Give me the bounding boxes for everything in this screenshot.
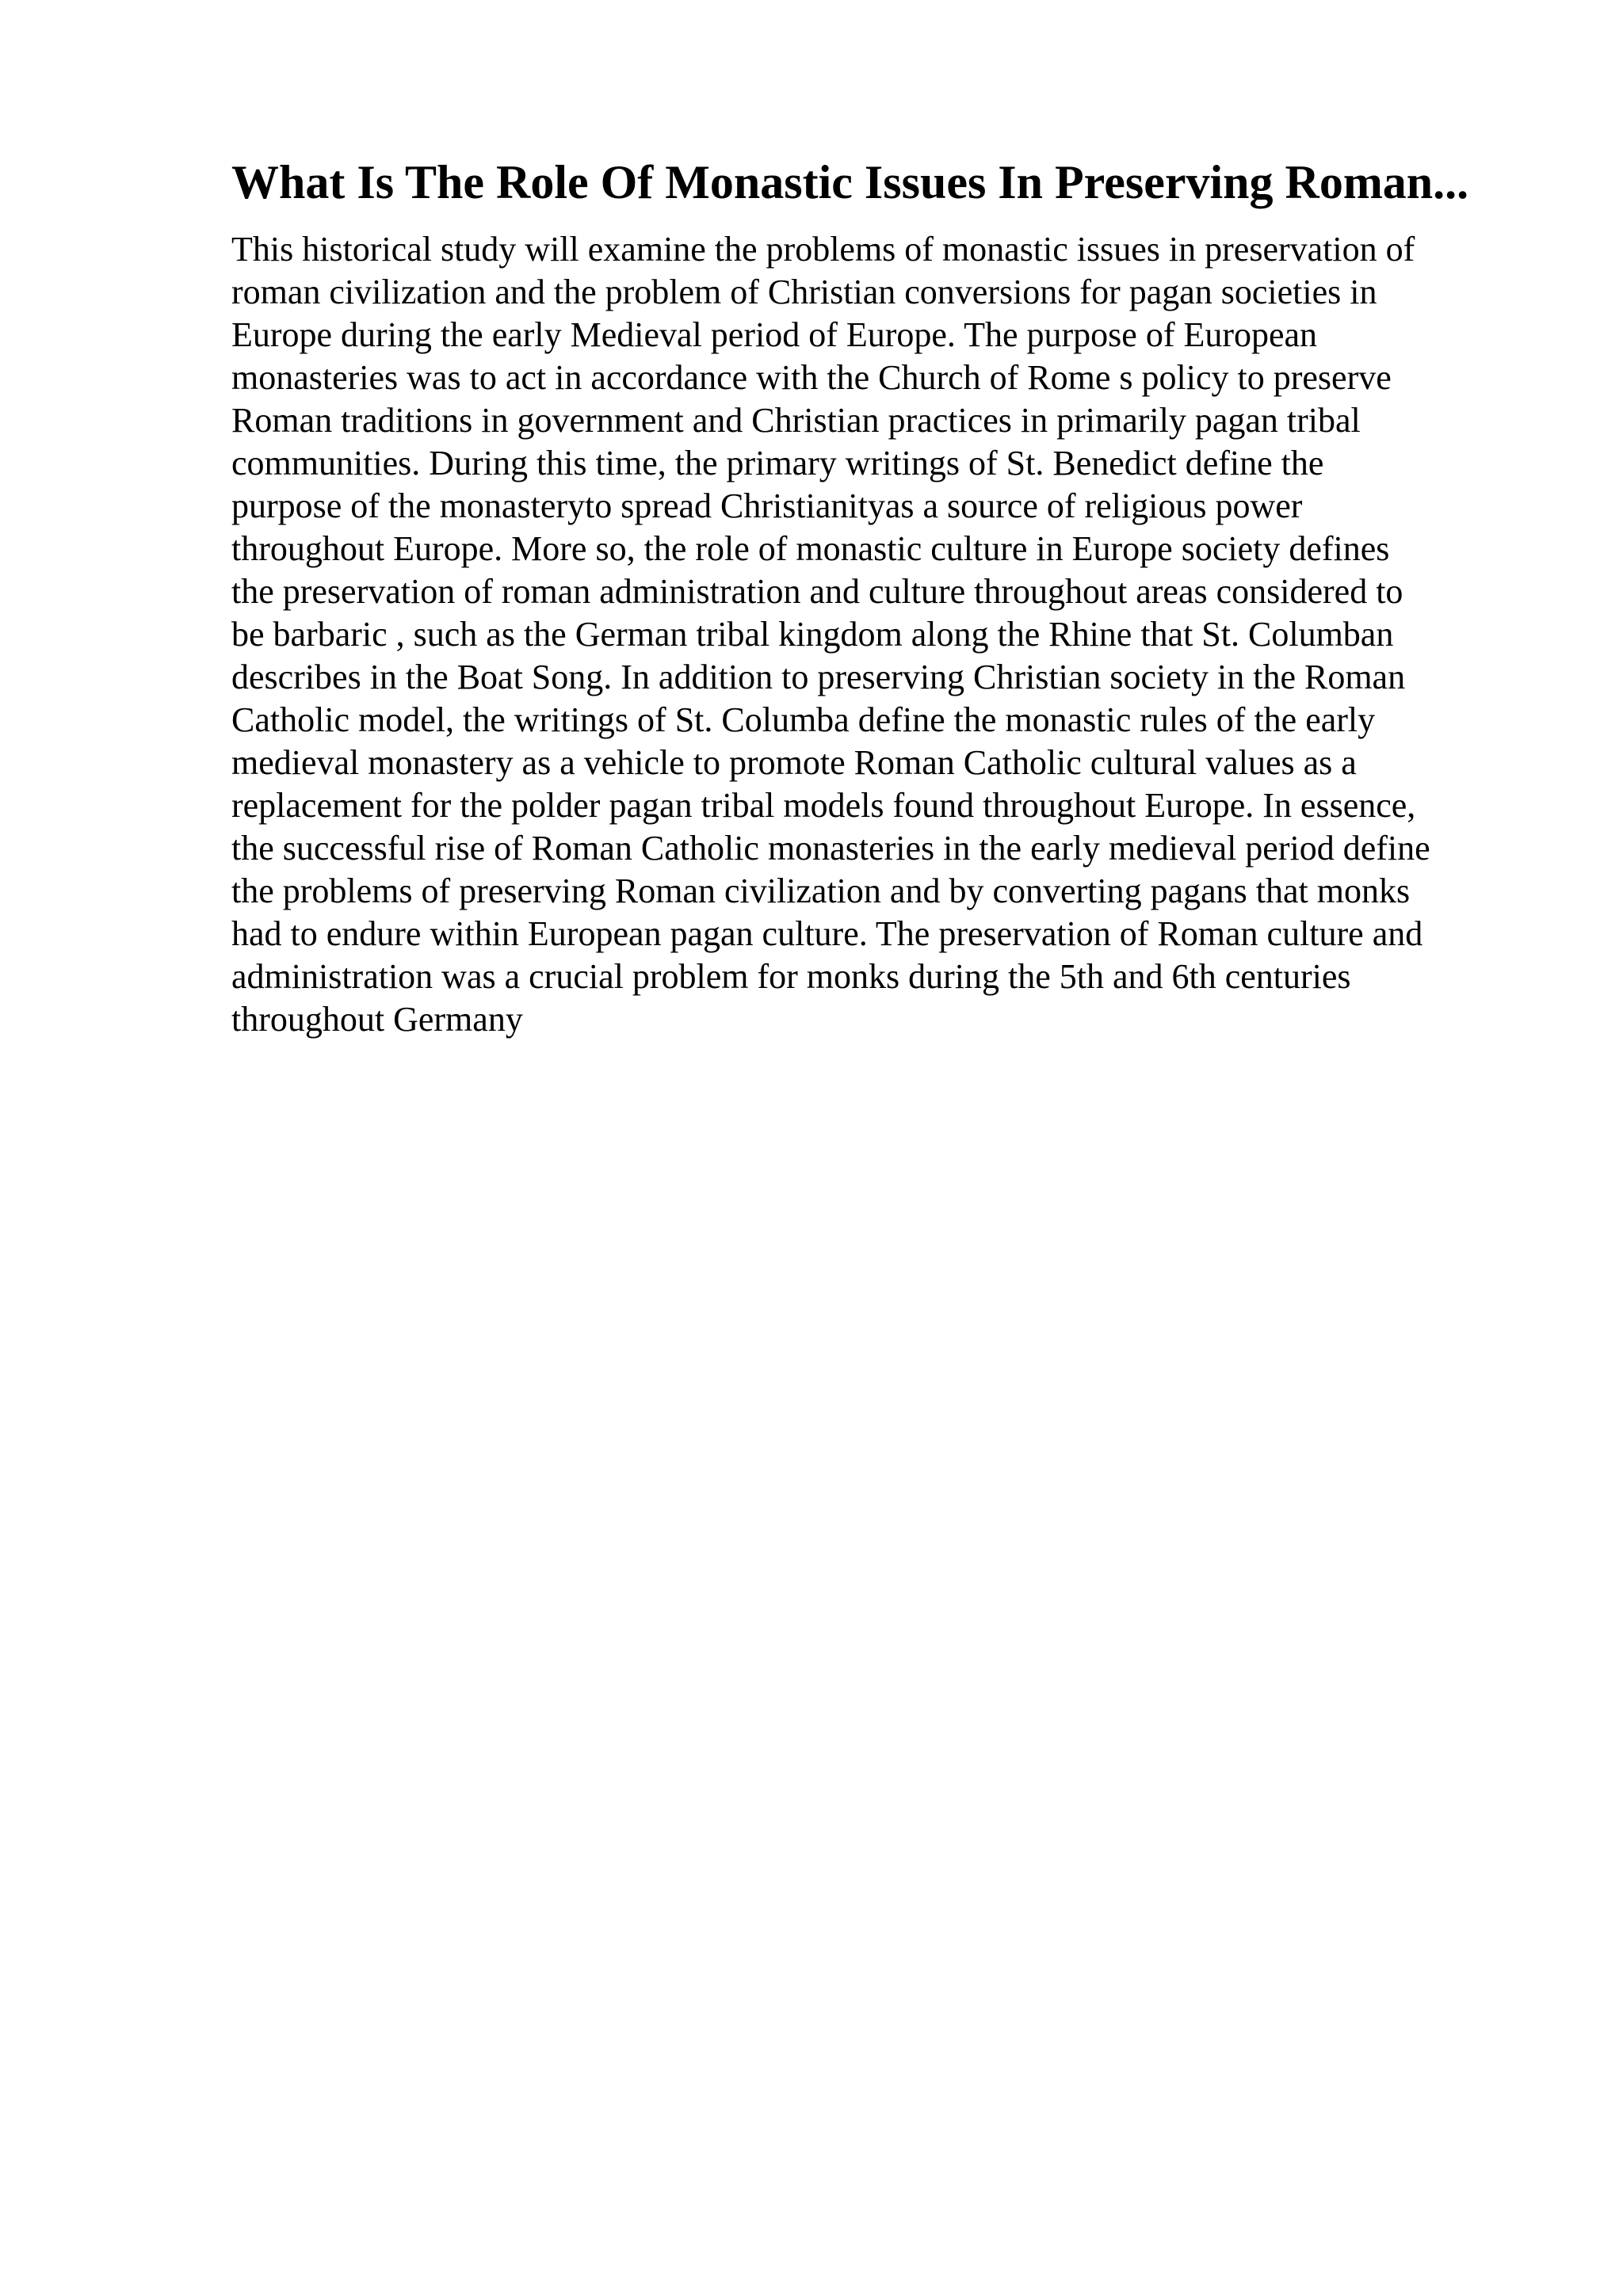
body-line: Roman traditions in government and Christian practices in primarily pagan tribal bbox=[231, 401, 1361, 440]
body-line: communities. During this time, the primary writings of St. Benedict define the bbox=[231, 444, 1324, 482]
body-line: had to endure within European pagan culture. The preservation of Roman culture and bbox=[231, 914, 1423, 953]
body-line: administration was a crucial problem for monks during the 5th and 6th centuries bbox=[231, 957, 1351, 996]
document-title: What Is The Role Of Monastic Issues In Preserving Roman... bbox=[231, 156, 1469, 208]
body-line: describes in the Boat Song. In addition to preserving Christian society in the Roman bbox=[231, 658, 1406, 696]
body-line: Catholic model, the writings of St. Columba define the monastic rules of the early bbox=[231, 700, 1376, 739]
body-line: throughout Germany bbox=[231, 1000, 523, 1039]
body-line: the problems of preserving Roman civilization and by converting pagans that monks bbox=[231, 871, 1411, 910]
body-line: be barbaric , such as the German tribal kingdom along the Rhine that St. Columban bbox=[231, 615, 1394, 654]
body-line: roman civilization and the problem of Christian conversions for pagan societies in bbox=[231, 273, 1377, 311]
document-content bbox=[231, 151, 1515, 1041]
body-line: monasteries was to act in accordance with the Church of Rome s policy to preserve bbox=[231, 358, 1392, 397]
body-line: the preservation of roman administration and culture throughout areas considered to bbox=[231, 572, 1403, 611]
body-line: replacement for the polder pagan tribal models found throughout Europe. In essence, bbox=[231, 786, 1416, 825]
body-line: throughout Europe. More so, the role of monastic culture in Europe society defines bbox=[231, 529, 1390, 568]
body-line: purpose of the monasteryto spread Christianityas a source of religious power bbox=[231, 486, 1303, 525]
body-line: medieval monastery as a vehicle to promote Roman Catholic cultural values as a bbox=[231, 743, 1357, 782]
body-line: the successful rise of Roman Catholic monasteries in the early medieval period define bbox=[231, 829, 1430, 868]
body-line: This historical study will examine the problems of monastic issues in preservation of bbox=[231, 230, 1415, 269]
body-line: Europe during the early Medieval period of Europe. The purpose of European bbox=[231, 315, 1318, 354]
document-body bbox=[231, 228, 1515, 1041]
